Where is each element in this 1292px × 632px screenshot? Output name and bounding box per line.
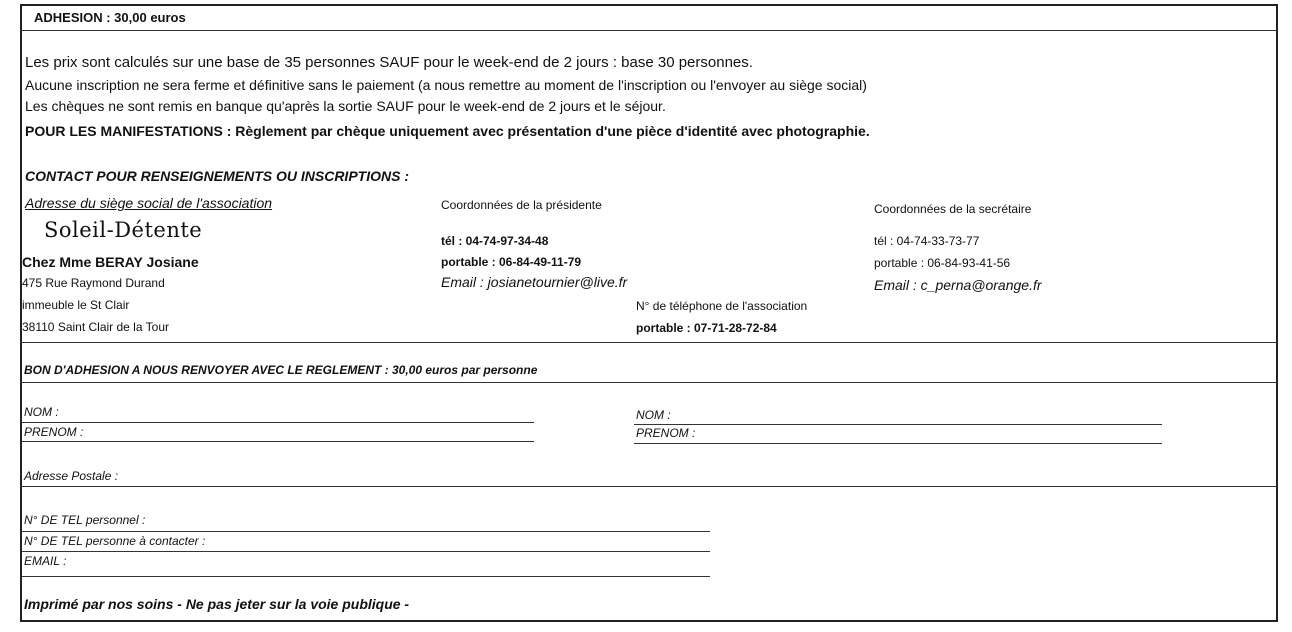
- siege-street: 475 Rue Raymond Durand: [22, 276, 165, 290]
- divider: [20, 342, 1278, 343]
- nom-line-2: [634, 424, 1162, 425]
- secretaire-tel: tél : 04-74-33-73-77: [874, 234, 980, 248]
- prenom-label-2: PRENOM :: [636, 426, 696, 440]
- nom-label-2: NOM :: [636, 408, 671, 422]
- siege-city: 38110 Saint Clair de la Tour: [22, 320, 169, 334]
- info-line-1: Les prix sont calculés sur une base de 35 personnes SAUF pour le week-end de 2 jours : base 30 personnes.: [25, 54, 753, 71]
- tel-contact-line: [22, 551, 710, 552]
- info-line-4: POUR LES MANIFESTATIONS : Règlement par chèque uniquement avec présentation d'une pièce d'identité avec photographie.: [25, 123, 870, 139]
- prenom-label-1: PRENOM :: [24, 425, 84, 439]
- form-heading: BON D'ADHESION A NOUS RENVOYER AVEC LE REGLEMENT : 30,00 euros par personne: [24, 363, 538, 377]
- email-line: [22, 576, 710, 577]
- document-frame: [20, 4, 1278, 622]
- prenom-line-1: [22, 441, 534, 442]
- presidente-title: Coordonnées de la présidente: [441, 198, 602, 212]
- tel-contact-label: N° DE TEL personne à contacter :: [24, 534, 206, 548]
- nom-label-1: NOM :: [24, 405, 59, 419]
- siege-name: Chez Mme BERAY Josiane: [22, 254, 199, 270]
- tel-perso-label: N° DE TEL personnel :: [24, 513, 146, 527]
- presidente-email: Email : josianetournier@live.fr: [441, 274, 628, 290]
- nom-line-1: [22, 422, 534, 423]
- footer-notice: Imprimé par nos soins - Ne pas jeter sur la voie publique -: [24, 596, 410, 612]
- email-label: EMAIL :: [24, 554, 67, 568]
- adresse-label: Adresse Postale :: [24, 469, 119, 483]
- tel-perso-line: [22, 531, 710, 532]
- divider: [20, 486, 1278, 487]
- secretaire-portable: portable : 06-84-93-41-56: [874, 256, 1011, 270]
- divider: [20, 382, 1278, 383]
- association-phone-title: N° de téléphone de l'association: [636, 299, 808, 313]
- secretaire-title: Coordonnées de la secrétaire: [874, 202, 1032, 216]
- info-line-2: Aucune inscription ne sera ferme et définitive sans le paiement (a nous remettre au moment de l'inscription ou l'envoyer au siège social): [25, 77, 867, 93]
- presidente-portable: portable : 06-84-49-11-79: [441, 255, 582, 269]
- adhesion-price: ADHESION : 30,00 euros: [34, 10, 186, 25]
- association-logo: Soleil-Détente: [44, 218, 203, 242]
- secretaire-email: Email : c_perna@orange.fr: [874, 277, 1042, 293]
- siege-building: immeuble le St Clair: [22, 298, 130, 312]
- prenom-line-2: [634, 443, 1162, 444]
- info-line-3: Les chèques ne sont remis en banque qu'après la sortie SAUF pour le week-end de 2 jours et le séjour.: [25, 98, 666, 114]
- association-portable: portable : 07-71-28-72-84: [636, 321, 777, 335]
- contact-heading: CONTACT POUR RENSEIGNEMENTS OU INSCRIPTIONS :: [25, 168, 409, 184]
- siege-title: Adresse du siège social de l'association: [25, 195, 273, 211]
- divider: [20, 30, 1278, 31]
- presidente-tel: tél : 04-74-97-34-48: [441, 234, 549, 248]
